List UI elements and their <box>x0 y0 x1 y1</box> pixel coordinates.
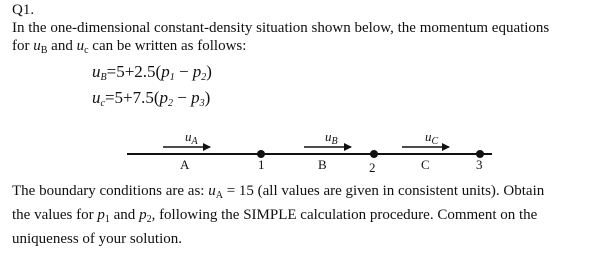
face-label-b: B <box>318 157 327 172</box>
velocity-label-a: $u_A$ <box>185 129 198 147</box>
intro-line-1: In the one-dimensional constant-density situation shown below, the momentum equations <box>12 20 550 36</box>
node-label-2: 2 <box>369 160 376 175</box>
momentum-equation-b: $u_B=5+2.5(p_1 - p_2)$ <box>92 62 212 83</box>
uniqueness-line: uniqueness of your solution. <box>12 231 182 247</box>
velocity-label-c: $u_C$ <box>425 129 439 147</box>
face-label-c: C <box>421 157 430 172</box>
task-line: the values for $p_1$ and $p_2$, following the SIMPLE calculation procedure. Comment on the <box>12 207 538 225</box>
velocity-label-b: $u_B$ <box>325 129 338 147</box>
boundary-conditions-line: The boundary conditions are as: $u_A = 15$ (all values are given in consistent units). Obtain <box>12 183 545 201</box>
intro-line-2: for $u_B$ and $u_c$ can be written as follows: <box>12 38 247 56</box>
node-2-dot <box>370 150 378 158</box>
question-number: Q1. <box>12 2 35 18</box>
momentum-equation-c: $u_c=5+7.5(p_2 - p_3)$ <box>92 88 211 109</box>
node-label-1: 1 <box>258 157 265 172</box>
face-label-a: A <box>180 157 190 172</box>
node-label-3: 3 <box>476 157 483 172</box>
